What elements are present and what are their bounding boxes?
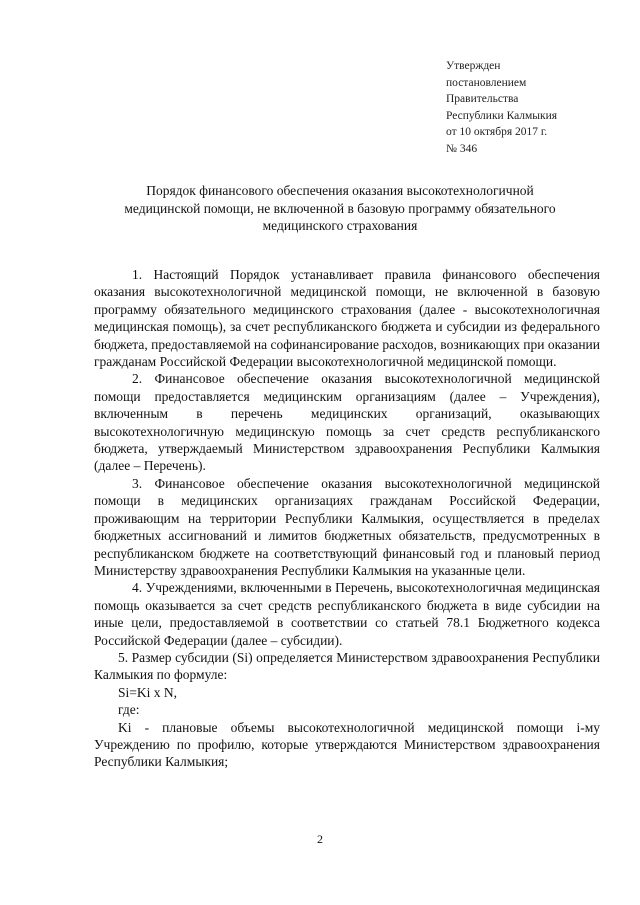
title-line: медицинской помощи, не включенной в базовую программу обязательного: [124, 200, 556, 216]
page-number: 2: [317, 832, 323, 846]
formula-definition: Ki - плановые объемы высокотехнологичной медицинской помощи i-му Учреждению по профилю, которые утверждаются Министерством здравоохранения Республики Калмыкия;: [94, 719, 600, 770]
paragraph-5: 5. Размер субсидии (Si) определяется Министерством здравоохранения Республики Калмыкия по формуле:: [94, 649, 600, 683]
approval-line: № 346: [446, 142, 478, 155]
paragraph-1: 1. Настоящий Порядок устанавливает правила финансового обеспечения оказания высокотехнологичной медицинской помощи, не включенной в базовую программу обязательного медицинского страхования (далее - высокотехнологичная медицинская помощь), за счет республиканского бюджета и субсидии из федерального бюджета, предоставляемой на софинансирование расходов, возникающих при оказании гражданам Российской Федерации высокотехнологичной медицинской помощи.: [94, 267, 600, 370]
formula-where: где:: [118, 702, 140, 718]
paragraph-4: 4. Учреждениями, включенными в Перечень, высокотехнологичная медицинская помощь оказывается за счет средств республиканского бюджета в виде субсидии на иные цели, предоставляемой в соответствии со статьей 78.1 Бюджетного кодекса Российской Федерации (далее – субсидии).: [94, 580, 600, 648]
document-title: [90, 182, 590, 235]
document-body: [94, 266, 600, 771]
approval-line: от 10 октября 2017 г.: [446, 126, 548, 138]
approval-line: Утвержден: [446, 60, 501, 72]
approval-stamp: [446, 58, 626, 157]
formula: Si=Ki x N,: [118, 684, 177, 700]
title-line: медицинского страхования: [262, 218, 418, 233]
approval-line: постановлением: [446, 76, 527, 89]
paragraph-3: 3. Финансовое обеспечение оказания высокотехнологичной медицинской помощи в медицинских организациях гражданам Российской Федерации, проживающим на территории Республики Калмыкия, осуществляется в пределах бюджетных ассигнований и лимитов бюджетных обязательств, предусмотренных в республиканском бюджете на соответствующий финансовый год и плановый период Министерству здравоохранения Республики Калмыкия на указанные цели.: [94, 475, 600, 578]
approval-line: Республики Калмыкия: [446, 109, 558, 122]
paragraph-2: 2. Финансовое обеспечение оказания высокотехнологичной медицинской помощи предоставляется медицинским организациям (далее – Учреждения), включенным в перечень медицинских организаций, оказывающих высокотехнологичную медицинскую помощь за счет средств республиканского бюджета, утверждаемый Министерством здравоохранения Республики Калмыкия (далее – Перечень).: [94, 371, 600, 474]
title-line: Порядок финансового обеспечения оказания высокотехнологичной: [146, 183, 534, 198]
approval-line: Правительства: [446, 93, 519, 105]
